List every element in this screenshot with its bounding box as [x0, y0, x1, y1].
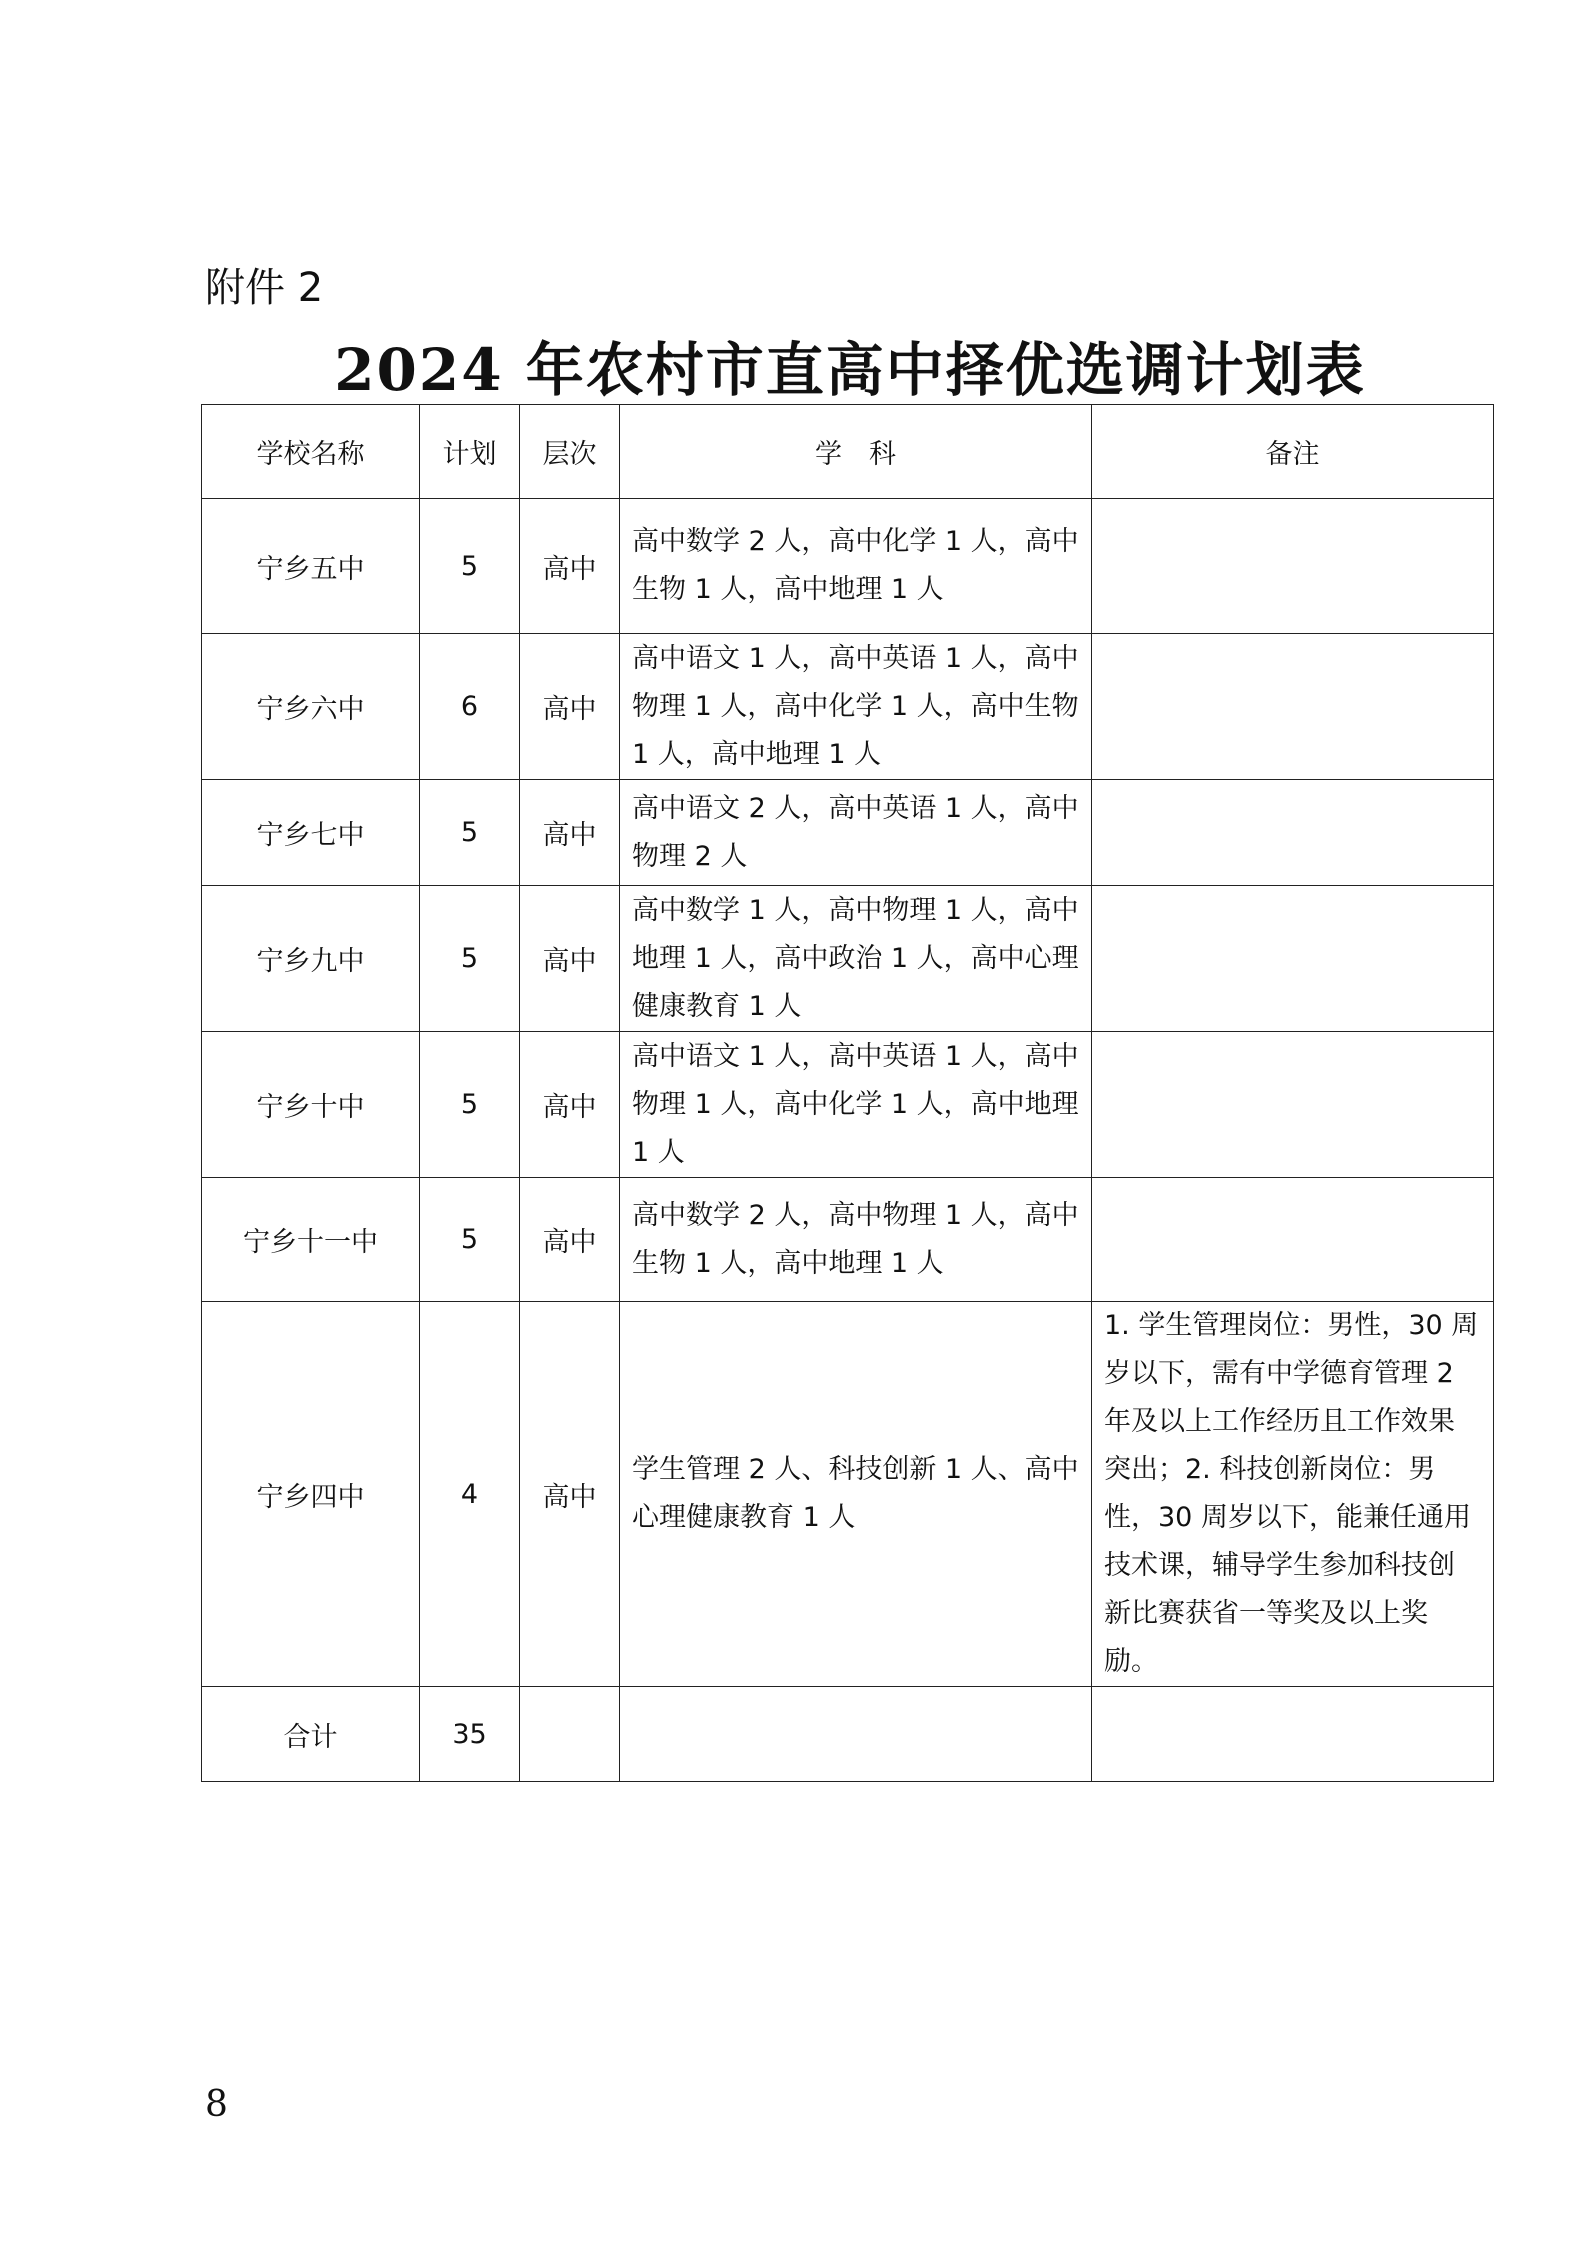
page-number: 8 [205, 2084, 228, 2125]
cell-school: 宁乡六中 [202, 634, 420, 780]
cell-plan: 6 [420, 634, 520, 780]
cell-subjects: 高中数学 2 人，高中化学 1 人，高中生物 1 人，高中地理 1 人 [620, 499, 1092, 634]
cell-level: 高中 [520, 1178, 620, 1302]
header-school: 学校名称 [202, 405, 420, 499]
cell-school: 宁乡九中 [202, 886, 420, 1032]
total-subjects [620, 1687, 1092, 1782]
cell-note [1092, 499, 1494, 634]
cell-plan: 5 [420, 1178, 520, 1302]
table-row [202, 886, 1494, 1032]
table-row [202, 1178, 1494, 1302]
header-level: 层次 [520, 405, 620, 499]
cell-note [1092, 780, 1494, 886]
table-row [202, 1302, 1494, 1687]
cell-plan: 5 [420, 780, 520, 886]
cell-school: 宁乡十中 [202, 1032, 420, 1178]
table-row [202, 499, 1494, 634]
cell-level: 高中 [520, 634, 620, 780]
cell-subjects: 高中数学 2 人，高中物理 1 人，高中生物 1 人，高中地理 1 人 [620, 1178, 1092, 1302]
cell-plan: 5 [420, 499, 520, 634]
table-row [202, 634, 1494, 780]
plan-table [201, 404, 1494, 1782]
cell-note [1092, 634, 1494, 780]
header-subject: 学 科 [620, 405, 1092, 499]
cell-plan: 5 [420, 886, 520, 1032]
cell-note: 1. 学生管理岗位：男性，30 周岁以下，需有中学德育管理 2 年及以上工作经历且工作效果突出；2. 科技创新岗位：男性，30 周岁以下，能兼任通用技术课，辅导学生参加科技创新比赛获省一等奖及以上奖励。 [1092, 1302, 1494, 1687]
document-title: 2024 年农村市直高中择优选调计划表 [334, 336, 1366, 404]
cell-school: 宁乡五中 [202, 499, 420, 634]
table-header-row [202, 405, 1494, 499]
cell-subjects: 高中语文 2 人，高中英语 1 人，高中物理 2 人 [620, 780, 1092, 886]
header-note: 备注 [1092, 405, 1494, 499]
cell-note [1092, 886, 1494, 1032]
cell-plan: 4 [420, 1302, 520, 1687]
cell-plan: 5 [420, 1032, 520, 1178]
total-level [520, 1687, 620, 1782]
table-total-row [202, 1687, 1494, 1782]
total-plan: 35 [420, 1687, 520, 1782]
table-row [202, 1032, 1494, 1178]
cell-note [1092, 1032, 1494, 1178]
attachment-label: 附件 2 [205, 265, 324, 311]
table-row [202, 780, 1494, 886]
cell-note [1092, 1178, 1494, 1302]
header-plan: 计划 [420, 405, 520, 499]
cell-level: 高中 [520, 499, 620, 634]
cell-level: 高中 [520, 1032, 620, 1178]
total-label: 合计 [202, 1687, 420, 1782]
cell-level: 高中 [520, 886, 620, 1032]
cell-school: 宁乡七中 [202, 780, 420, 886]
cell-level: 高中 [520, 1302, 620, 1687]
cell-subjects: 学生管理 2 人、科技创新 1 人、高中心理健康教育 1 人 [620, 1302, 1092, 1687]
cell-subjects: 高中语文 1 人，高中英语 1 人，高中物理 1 人，高中化学 1 人，高中生物 1 人，高中地理 1 人 [620, 634, 1092, 780]
cell-school: 宁乡四中 [202, 1302, 420, 1687]
total-note [1092, 1687, 1494, 1782]
cell-subjects: 高中数学 1 人，高中物理 1 人，高中地理 1 人，高中政治 1 人，高中心理健康教育 1 人 [620, 886, 1092, 1032]
cell-level: 高中 [520, 780, 620, 886]
cell-subjects: 高中语文 1 人，高中英语 1 人，高中物理 1 人，高中化学 1 人，高中地理 1 人 [620, 1032, 1092, 1178]
cell-school: 宁乡十一中 [202, 1178, 420, 1302]
